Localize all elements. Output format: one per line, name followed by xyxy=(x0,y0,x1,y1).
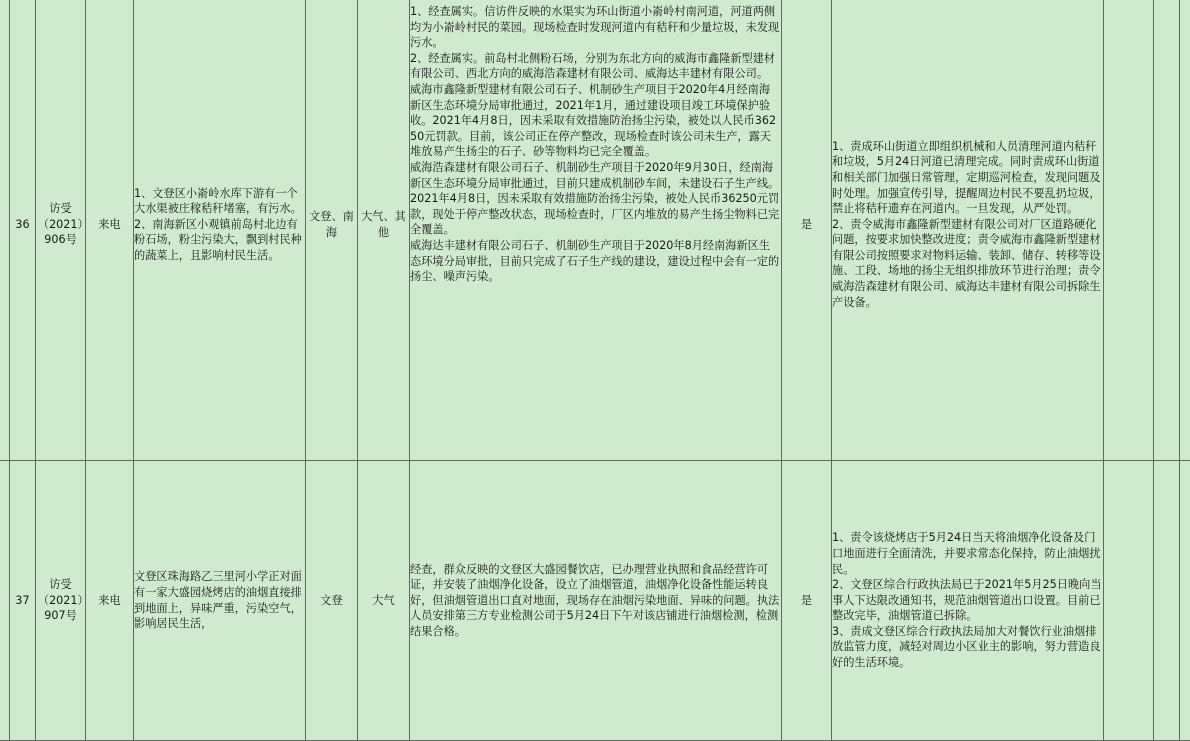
district: 文登 xyxy=(306,461,358,741)
investigation-para: 威海浩森建材有限公司石子、机制砂生产项目于2020年9月30日，经南海新区生态环境分局审批通过，目前只建成机制砂车间，未建设石子生产线。2021年4月8日，因未采取有效措施防治扬尘污染，被处人民币36250元罚款，现处于停产整改状态，现场检查时，厂区内堆放的易产生扬尘物料已完全覆盖。 xyxy=(410,160,781,238)
pollution-type: 大气、其他 xyxy=(358,0,410,461)
complaint-text: 文登区珠海路乙三里河小学正对面有一家大盛园烧烤店的油烟直接排到地面上，异味严重，污染空气，影响居民生活， xyxy=(134,569,305,631)
empty-cell xyxy=(1104,0,1154,461)
complaint xyxy=(134,0,306,461)
investigation-para: 经查，群众反映的文登区大盛园餐饮店，已办理营业执照和食品经营许可证，并安装了油烟净化设备，设立了油烟管道，油烟净化设备性能运转良好，但油烟管道出口直对地面，现场存在油烟污染地面、异味的问题。执法人员安排第三方专业检测公司于5月24日下午对该店铺进行油烟检测，检测结果合格。 xyxy=(410,562,781,640)
empty-cell xyxy=(1104,461,1154,741)
table-row xyxy=(0,461,1190,741)
empty-cell xyxy=(1154,461,1180,741)
complaint xyxy=(134,461,306,741)
source: 来电 xyxy=(86,0,134,461)
complaint-text: 1、文登区小嵛岭水库下游有一个大水渠被庄稼秸秆堵塞，有污水。 2、南海新区小观镇前岛村北边有粉石场，粉尘污染大，飘到村民种的蔬菜上，且影响村民生活。 xyxy=(134,186,305,264)
empty-cell xyxy=(1154,0,1180,461)
edge-cell xyxy=(1180,0,1190,461)
result-para: 3、责成文登区综合行政执法局加大对餐饮行业油烟排放监管力度，减轻对周边小区业主的影响，努力营造良好的生活环境。 xyxy=(832,624,1103,671)
investigation xyxy=(410,461,782,741)
case-id: 访受（2021）907号 xyxy=(36,461,86,741)
edge-cell xyxy=(0,461,10,741)
case-id: 访受（2021）906号 xyxy=(36,0,86,461)
investigation-para: 2、经查属实。前岛村北侧粉石场，分别为东北方向的威海市鑫隆新型建材有限公司、西北方向的威海浩森建材有限公司、威海达丰建材有限公司。 xyxy=(410,51,781,82)
investigation xyxy=(410,0,782,461)
result-para: 1、责成环山街道立即组织机械和人员清理河道内秸秆和垃圾，5月24日河道已清理完成。同时责成环山街道和相关部门加强日常管理，定期巡河检查，发现问题及时处理。加强宣传引导，提醒周边村民不要乱扔垃圾，禁止将秸秆遗弃在河道内。一旦发现，从严处罚。 xyxy=(832,139,1103,217)
result-para: 1、责令该烧烤店于5月24日当天将油烟净化设备及门口地面进行全面清洗，并要求常态化保持，防止油烟扰民。 xyxy=(832,530,1103,577)
result xyxy=(832,0,1104,461)
investigation-para: 威海市鑫隆新型建材有限公司石子、机制砂生产项目于2020年4月经南海新区生态环境分局审批通过，2021年1月，通过建设项目竣工环境保护验收。2021年4月8日，因未采取有效措施防治扬尘污染，被处以人民币36250元罚款。目前，该公司正在停产整改，现场检查时该公司未生产，露天堆放易产生扬尘的石子、砂等物料均已完全覆盖。 xyxy=(410,82,781,160)
pollution-type: 大气 xyxy=(358,461,410,741)
source: 来电 xyxy=(86,461,134,741)
district: 文登、南海 xyxy=(306,0,358,461)
result-para: 2、责令威海市鑫隆新型建材有限公司对厂区道路硬化问题，按要求加快整改进度；责令威海市鑫隆新型建材有限公司按照要求对物料运输、装卸、储存、转移等设施、工段、场地的扬尘无组织排放环节进行治理；责令威海浩森建材有限公司、威海达丰建材有限公司拆除生产设备。 xyxy=(832,217,1103,311)
verified: 是 xyxy=(782,0,832,461)
result xyxy=(832,461,1104,741)
row-number: 36 xyxy=(10,0,36,461)
result-para: 2、文登区综合行政执法局已于2021年5月25日晚向当事人下达限改通知书，规范油烟管道出口设置。目前已整改完毕，油烟管道已拆除。 xyxy=(832,577,1103,624)
row-number: 37 xyxy=(10,461,36,741)
verified: 是 xyxy=(782,461,832,741)
edge-cell xyxy=(1180,461,1190,741)
investigation-para: 威海达丰建材有限公司石子、机制砂生产项目于2020年8月经南海新区生态环境分局审批，目前只完成了石子生产线的建设，建设过程中会有一定的扬尘、噪声污染。 xyxy=(410,238,781,285)
investigation-para: 1、经查属实。信访件反映的水渠实为环山街道小嵛岭村南河道，河道两侧均为小嵛岭村民的菜园。现场检查时发现河道内有秸秆和少量垃圾，未发现污水。 xyxy=(410,4,781,51)
edge-cell xyxy=(0,0,10,461)
